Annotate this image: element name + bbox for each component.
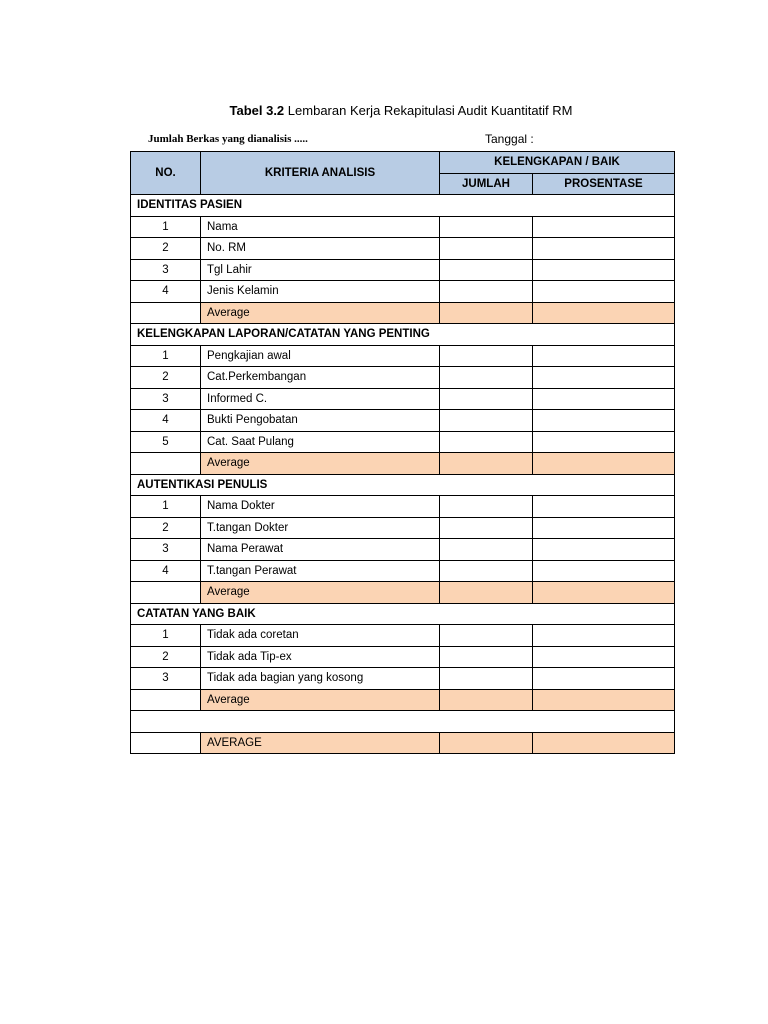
table-row [131,560,675,582]
row-criteria: Informed C. [201,388,440,410]
row-criteria: Tidak ada bagian yang kosong [201,668,440,690]
jumlah-cell[interactable] [440,410,533,432]
average-row [131,453,675,475]
jumlah-cell[interactable] [440,431,533,453]
table-row [131,625,675,647]
average-no-cell [131,582,201,604]
table-row [131,345,675,367]
row-criteria: Tidak ada Tip-ex [201,646,440,668]
row-number: 1 [131,496,201,518]
average-jumlah-cell[interactable] [440,453,533,475]
jumlah-cell[interactable] [440,367,533,389]
row-criteria: Tgl Lahir [201,259,440,281]
table-row [131,367,675,389]
caption-text: Lembaran Kerja Rekapitulasi Audit Kuantitatif RM [287,103,573,118]
jumlah-cell[interactable] [440,625,533,647]
row-number: 1 [131,625,201,647]
spacer-row [131,711,675,733]
row-criteria: Cat. Saat Pulang [201,431,440,453]
section-title: IDENTITAS PASIEN [131,195,675,217]
jumlah-cell[interactable] [440,496,533,518]
overall-average-label: AVERAGE [201,732,440,754]
row-criteria: Jenis Kelamin [201,281,440,303]
table-row [131,646,675,668]
table-row [131,410,675,432]
jumlah-cell[interactable] [440,345,533,367]
overall-average-row [131,732,675,754]
jumlah-cell[interactable] [440,539,533,561]
row-criteria: Nama Perawat [201,539,440,561]
table-row [131,388,675,410]
date-label: Tanggal : [485,132,534,146]
header-row-1 [131,152,675,174]
average-label: Average [201,453,440,475]
table-caption [0,103,768,118]
prosentase-cell[interactable] [533,410,675,432]
header-prosentase: PROSENTASE [533,173,675,195]
prosentase-cell[interactable] [533,496,675,518]
average-prosentase-cell[interactable] [533,453,675,475]
average-label: Average [201,689,440,711]
row-number: 2 [131,238,201,260]
jumlah-cell[interactable] [440,259,533,281]
jumlah-cell[interactable] [440,560,533,582]
jumlah-cell[interactable] [440,388,533,410]
prosentase-cell[interactable] [533,259,675,281]
jumlah-cell[interactable] [440,281,533,303]
row-number: 3 [131,259,201,281]
row-number: 2 [131,646,201,668]
header-criteria: KRITERIA ANALISIS [201,152,440,195]
average-row [131,302,675,324]
section-row [131,195,675,217]
prosentase-cell[interactable] [533,238,675,260]
jumlah-cell[interactable] [440,238,533,260]
table-row [131,496,675,518]
prosentase-cell[interactable] [533,625,675,647]
header-completeness: KELENGKAPAN / BAIK [440,152,675,174]
jumlah-cell[interactable] [440,668,533,690]
table-row [131,668,675,690]
row-criteria: Tidak ada coretan [201,625,440,647]
average-no-cell [131,689,201,711]
average-label: Average [201,302,440,324]
overall-average-no-cell [131,732,201,754]
prosentase-cell[interactable] [533,388,675,410]
row-number: 1 [131,216,201,238]
prosentase-cell[interactable] [533,668,675,690]
header-no: NO. [131,152,201,195]
row-number: 4 [131,560,201,582]
average-jumlah-cell[interactable] [440,689,533,711]
table-row [131,539,675,561]
table-row [131,216,675,238]
row-criteria: Nama [201,216,440,238]
section-row [131,603,675,625]
average-no-cell [131,302,201,324]
row-number: 3 [131,539,201,561]
row-number: 4 [131,410,201,432]
spacer-cell [131,711,675,733]
row-number: 3 [131,668,201,690]
table-row [131,238,675,260]
prosentase-cell[interactable] [533,281,675,303]
average-jumlah-cell[interactable] [440,582,533,604]
prosentase-cell[interactable] [533,431,675,453]
jumlah-cell[interactable] [440,216,533,238]
row-criteria: Pengkajian awal [201,345,440,367]
section-row [131,474,675,496]
prosentase-cell[interactable] [533,517,675,539]
overall-average-prosentase-cell[interactable] [533,732,675,754]
row-number: 4 [131,281,201,303]
section-title: KELENGKAPAN LAPORAN/CATATAN YANG PENTING [131,324,675,346]
table-row [131,517,675,539]
row-number: 2 [131,517,201,539]
table-row [131,259,675,281]
prosentase-cell[interactable] [533,646,675,668]
section-row [131,324,675,346]
average-prosentase-cell[interactable] [533,689,675,711]
row-number: 5 [131,431,201,453]
section-title: AUTENTIKASI PENULIS [131,474,675,496]
prosentase-cell[interactable] [533,560,675,582]
average-row [131,582,675,604]
row-criteria: No. RM [201,238,440,260]
row-criteria: Nama Dokter [201,496,440,518]
overall-average-jumlah-cell[interactable] [440,732,533,754]
jumlah-cell[interactable] [440,646,533,668]
row-criteria: T.tangan Dokter [201,517,440,539]
header-jumlah: JUMLAH [440,173,533,195]
prosentase-cell[interactable] [533,367,675,389]
row-criteria: Cat.Perkembangan [201,367,440,389]
audit-worksheet-table [130,151,675,754]
average-row [131,689,675,711]
row-number: 2 [131,367,201,389]
average-label: Average [201,582,440,604]
row-number: 1 [131,345,201,367]
average-prosentase-cell[interactable] [533,302,675,324]
jumlah-cell[interactable] [440,517,533,539]
section-title: CATATAN YANG BAIK [131,603,675,625]
caption-number: Tabel 3.2 [229,103,285,118]
prosentase-cell[interactable] [533,539,675,561]
row-number: 3 [131,388,201,410]
average-no-cell [131,453,201,475]
average-prosentase-cell[interactable] [533,582,675,604]
row-criteria: T.tangan Perawat [201,560,440,582]
row-criteria: Bukti Pengobatan [201,410,440,432]
files-analyzed-label: Jumlah Berkas yang dianalisis ..... [148,133,308,145]
prosentase-cell[interactable] [533,216,675,238]
table-row [131,431,675,453]
table-row [131,281,675,303]
prosentase-cell[interactable] [533,345,675,367]
average-jumlah-cell[interactable] [440,302,533,324]
